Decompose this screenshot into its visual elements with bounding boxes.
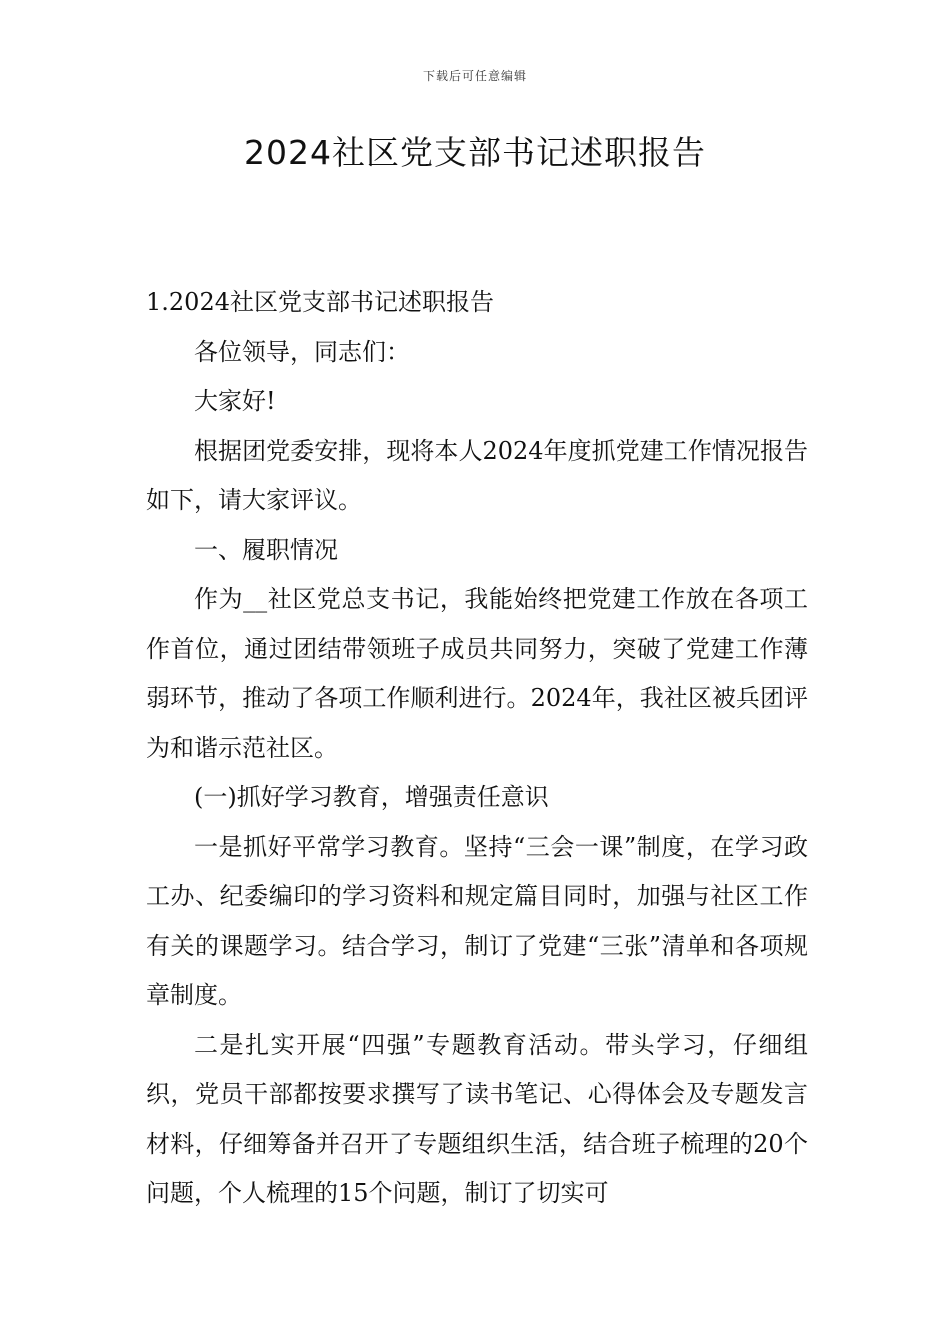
- greeting: 大家好!: [194, 387, 276, 415]
- section-heading: 一、履职情况: [194, 535, 338, 564]
- body-paragraph: 二是扎实开展“四强”专题教育活动。带头学习，仔细组织，党员干部都按要求撰写了读书笔记、心得体会及专题发言材料，仔细筹备并召开了专题组织生活，结合班子梳理的20个问题，个人梳理的15个问题，制订了切实可: [146, 1030, 808, 1207]
- header-note: 下载后可任意编辑: [422, 69, 527, 83]
- salutation: 各位领导，同志们：: [194, 337, 410, 366]
- section-heading: 1.2024社区党支部书记述职报告: [146, 288, 494, 316]
- body-paragraph: 作为__社区党总支书记，我能始终把党建工作放在各项工作首位，通过团结带领班子成员共同努力，突破了党建工作薄弱环节，推动了各项工作顺利进行。2024年，我社区被兵团评为和谐示范社区。: [146, 585, 808, 762]
- document-title: 2024社区党支部书记述职报告: [244, 133, 706, 172]
- body-paragraph: 根据团党委安排，现将本人2024年度抓党建工作情况报告如下，请大家评议。: [146, 436, 808, 514]
- body-paragraph: 一是抓好平常学习教育。坚持“三会一课”制度，在学习政工办、纪委编印的学习资料和规定篇目同时，加强与社区工作有关的课题学习。结合学习，制订了党建“三张”清单和各项规章制度。: [146, 832, 808, 1009]
- subsection-heading: (一)抓好学习教育，增强责任意识: [194, 783, 549, 811]
- document-body: [146, 278, 808, 1219]
